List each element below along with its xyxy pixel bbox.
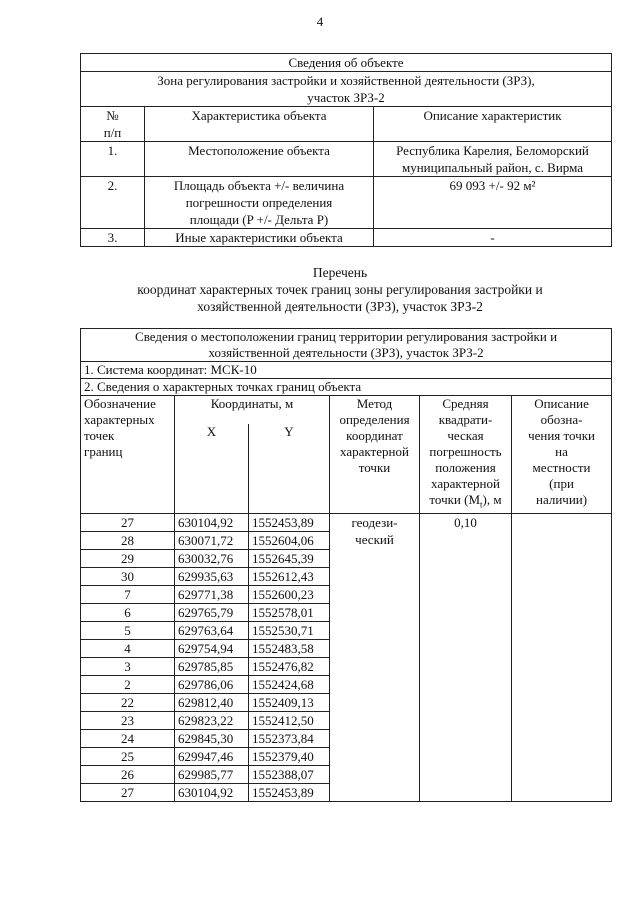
point-id: 26 <box>81 765 175 783</box>
point-x: 629985,77 <box>175 765 249 783</box>
col-header-description <box>512 396 612 514</box>
col-header-error-line <box>423 492 508 513</box>
list-title-line: Перечень <box>312 265 368 280</box>
point-x: 629763,64 <box>175 621 249 639</box>
row-number: 2. <box>81 177 145 229</box>
point-y: 1552453,89 <box>249 513 330 531</box>
object-table-row <box>81 142 612 177</box>
point-id: 29 <box>81 549 175 567</box>
point-y: 1552409,13 <box>249 693 330 711</box>
col-header-error-subscript: t <box>480 499 483 510</box>
point-x: 630032,76 <box>175 549 249 567</box>
point-id: 28 <box>81 531 175 549</box>
point-id: 27 <box>81 783 175 801</box>
point-error: 0,10 <box>420 513 512 801</box>
point-y: 1552453,89 <box>249 783 330 801</box>
point-x: 629845,30 <box>175 729 249 747</box>
object-table-subtitle <box>81 72 612 107</box>
object-table-subtitle-line: участок ЗРЗ-2 <box>307 90 385 105</box>
row-description-line: - <box>490 230 495 245</box>
col-header-method-line: характерной <box>340 444 409 459</box>
point-description <box>512 513 612 801</box>
point-x: 630104,92 <box>175 513 249 531</box>
point-x: 629754,94 <box>175 639 249 657</box>
row-description-line: Республика Карелия, Беломорский <box>396 143 589 158</box>
point-method <box>330 513 420 801</box>
col-header-error-line: характерной <box>431 476 500 491</box>
row-characteristic-line: погрешности определения <box>185 195 333 210</box>
row-number: 3. <box>81 229 145 247</box>
object-table-title: Сведения об объекте <box>81 54 612 72</box>
row-description <box>374 229 612 247</box>
row-characteristic-line: Площадь объекта +/- величина <box>173 178 345 193</box>
coord-table-title-line: хозяйственной деятельности (ЗРЗ), участок ЗРЗ-2 <box>208 345 484 360</box>
point-method-line: ческий <box>355 531 394 547</box>
point-x: 629935,63 <box>175 567 249 585</box>
row-characteristic-line: Иные характеристики объекта <box>175 230 343 245</box>
col-header-error-line: погрешность <box>429 444 502 459</box>
point-y: 1552388,07 <box>249 765 330 783</box>
col-header-method-line: Метод <box>356 396 393 411</box>
col-header-error-line: квадрати- <box>438 412 493 427</box>
point-id: 5 <box>81 621 175 639</box>
col-header-designation-line: точек <box>84 428 115 443</box>
point-y: 1552373,84 <box>249 729 330 747</box>
list-title-line: хозяйственной деятельности (ЗРЗ), участок ЗРЗ-2 <box>197 299 483 314</box>
col-header-num <box>81 107 145 142</box>
col-header-num-line: п/п <box>103 125 122 140</box>
point-y: 1552379,40 <box>249 747 330 765</box>
col-header-error-line: Средняя <box>442 396 489 411</box>
col-header-method-line: точки <box>358 460 391 475</box>
object-table-subtitle-line: Зона регулирования застройки и хозяйственной деятельности (ЗРЗ), <box>157 73 535 88</box>
point-id: 6 <box>81 603 175 621</box>
point-method-line: геодези- <box>351 514 398 530</box>
col-header-error <box>420 396 512 514</box>
col-header-description-line: чения точки <box>528 428 595 443</box>
point-y: 1552612,43 <box>249 567 330 585</box>
row-description <box>374 142 612 177</box>
col-header-designation-line: характерных <box>84 412 155 427</box>
col-header-method <box>330 396 420 514</box>
point-id: 27 <box>81 513 175 531</box>
row-description-line: 69 093 +/- 92 м² <box>449 178 536 193</box>
point-id: 3 <box>81 657 175 675</box>
point-y: 1552483,58 <box>249 639 330 657</box>
col-header-description: Описание характеристик <box>374 107 612 142</box>
coord-table-title-line: Сведения о местоположении границ территории регулирования застройки и <box>135 329 558 344</box>
point-x: 629785,85 <box>175 657 249 675</box>
col-header-method-line: координат <box>346 428 403 443</box>
object-table-row <box>81 177 612 229</box>
row-number: 1. <box>81 142 145 177</box>
col-header-num-line: № <box>106 108 119 123</box>
point-id: 25 <box>81 747 175 765</box>
point-x: 629786,06 <box>175 675 249 693</box>
col-header-method-line: определения <box>339 412 410 427</box>
object-table-header-row <box>81 54 612 72</box>
row-description <box>374 177 612 229</box>
col-header-error-line: ческая <box>447 428 484 443</box>
col-header-coords: Координаты, м <box>175 396 330 424</box>
coord-system-row <box>81 362 612 379</box>
col-header-characteristic: Характеристика объекта <box>145 107 374 142</box>
row-characteristic <box>145 142 374 177</box>
point-x: 629765,79 <box>175 603 249 621</box>
point-y: 1552645,39 <box>249 549 330 567</box>
point-y: 1552578,01 <box>249 603 330 621</box>
point-x: 629947,46 <box>175 747 249 765</box>
point-y: 1552600,23 <box>249 585 330 603</box>
col-header-designation-line: границ <box>84 444 123 459</box>
object-table-row <box>81 229 612 247</box>
points-section-label: 2. Сведения о характерных точках границ объекта <box>81 379 612 396</box>
coord-table-header-row <box>81 329 612 362</box>
point-y: 1552476,82 <box>249 657 330 675</box>
point-id: 24 <box>81 729 175 747</box>
points-section-row <box>81 379 612 396</box>
point-x: 629812,40 <box>175 693 249 711</box>
col-header-y: Y <box>249 424 330 514</box>
col-header-designation <box>81 396 175 514</box>
col-header-description-line: местности <box>532 460 591 475</box>
row-characteristic <box>145 229 374 247</box>
col-header-x: X <box>175 424 249 514</box>
col-header-description-line: на <box>555 444 568 459</box>
page-number: 4 <box>316 14 324 29</box>
row-characteristic-line: площади (P +/- Дельта P) <box>189 212 329 227</box>
object-info-table <box>80 53 612 247</box>
point-y: 1552412,50 <box>249 711 330 729</box>
point-id: 30 <box>81 567 175 585</box>
coord-system-label: 1. Система координат: МСК-10 <box>81 362 612 379</box>
coord-col-header-row-1 <box>81 396 612 424</box>
point-x: 629771,38 <box>175 585 249 603</box>
coord-table-title <box>81 329 612 362</box>
col-header-description-line: (при <box>549 476 574 491</box>
col-header-error-line: положения <box>435 460 496 475</box>
coordinates-table <box>80 328 612 802</box>
row-characteristic <box>145 177 374 229</box>
point-id: 7 <box>81 585 175 603</box>
point-id: 2 <box>81 675 175 693</box>
point-x: 630071,72 <box>175 531 249 549</box>
col-header-description-line: Описание <box>534 396 589 411</box>
col-header-description-line: обозна- <box>540 412 583 427</box>
point-y: 1552424,68 <box>249 675 330 693</box>
table-row <box>81 513 612 531</box>
list-title <box>60 264 620 315</box>
object-table-column-headers <box>81 107 612 142</box>
point-y: 1552530,71 <box>249 621 330 639</box>
list-title-line: координат характерных точек границ зоны регулирования застройки и <box>137 282 543 297</box>
point-x: 629823,22 <box>175 711 249 729</box>
row-description-line: муниципальный район, с. Вирма <box>401 160 583 175</box>
col-header-designation-line: Обозначение <box>84 396 156 411</box>
point-id: 22 <box>81 693 175 711</box>
point-x: 630104,92 <box>175 783 249 801</box>
point-y: 1552604,06 <box>249 531 330 549</box>
object-table-subheader-row <box>81 72 612 107</box>
col-header-error-text: точки (M <box>429 492 481 507</box>
point-id: 4 <box>81 639 175 657</box>
point-id: 23 <box>81 711 175 729</box>
col-header-description-line: наличии) <box>536 492 588 507</box>
row-characteristic-line: Местоположение объекта <box>188 143 330 158</box>
col-header-error-text: ), м <box>482 492 502 507</box>
